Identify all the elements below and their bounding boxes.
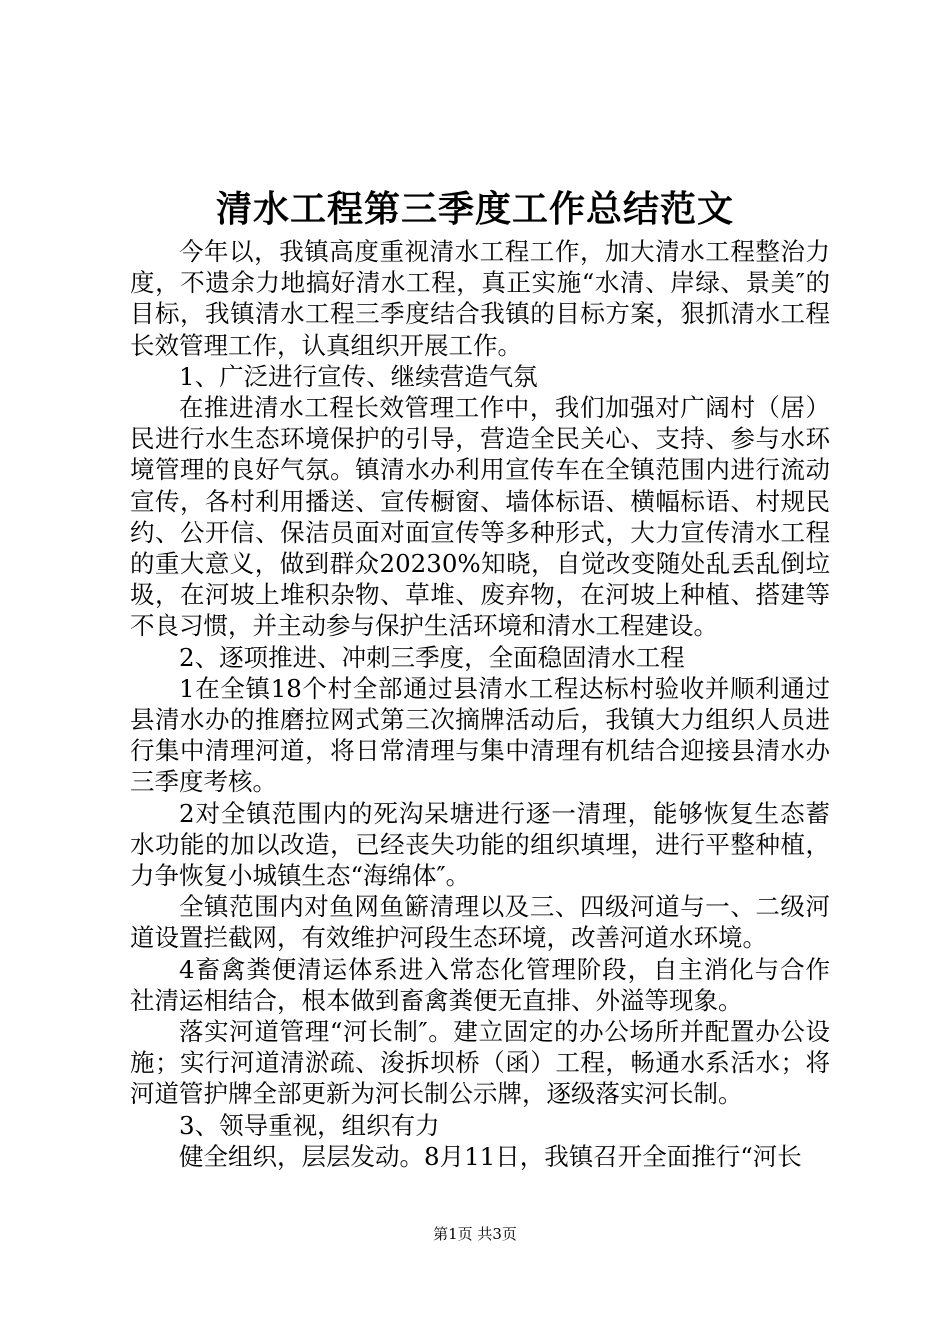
body-paragraph: 全镇范围内对鱼网鱼簖清理以及三、四级河道与一、二级河道设置拦截网，有效维护河段生态环境，改善河道水环境。: [130, 892, 830, 953]
body-paragraph: 落实河道管理“河长制″。建立固定的办公场所并配置办公设施；实行河道清淤疏、浚拆坝桥（函）工程，畅通水系活水；将河道管护牌全部更新为河长制公示牌，逐级落实河长制。: [130, 1017, 830, 1109]
page-footer: 第1页 共3页: [433, 1225, 517, 1243]
body-paragraph: 4畜禽粪便清运体系进入常态化管理阶段，自主消化与合作社清运相结合，根本做到畜禽粪便无直排、外溢等现象。: [130, 954, 830, 1015]
intro-paragraph: 今年以，我镇高度重视清水工程工作，加大清水工程整治力度，不遗余力地搞好清水工程，真正实施“水清、岸绿、景美″的目标，我镇清水工程三季度结合我镇的目标方案，狠抓清水工程长效管理工作，认真组织开展工作。: [130, 237, 830, 360]
section-heading-2: 2、逐项推进、冲刺三季度，全面稳固清水工程: [179, 642, 685, 672]
document-body: [130, 236, 830, 1172]
body-paragraph: 在推进清水工程长效管理工作中，我们加强对广阔村（居）民进行水生态环境保护的引导，营造全民关心、支持、参与水环境管理的良好气氛。镇清水办利用宣传车在全镇范围内进行流动宣传，各村利用播送、宣传橱窗、墙体标语、横幅标语、村规民约、公开信、保洁员面对面宣传等多种形式，大力宣传清水工程的重大意义，做到群众20230%知晓，自觉改变随处乱丢乱倒垃圾，在河坡上堆积杂物、草堆、废弃物，在河坡上种植、搭建等不良习惯，并主动参与保护生活环境和清水工程建设。: [130, 393, 830, 641]
body-paragraph: 1在全镇18个村全部通过县清水工程达标村验收并顺利通过县清水办的推磨拉网式第三次摘牌活动后，我镇大力组织人员进行集中清理河道，将日常清理与集中清理有机结合迎接县清水办三季度考核。: [130, 673, 830, 797]
section-heading-1: 1、广泛进行宣传、继续营造气氛: [179, 361, 538, 391]
body-paragraph: 2对全镇范围内的死沟呆塘进行逐一清理，能够恢复生态蓄水功能的加以改造，已经丧失功能的组织填埋，进行平整种植，力争恢复小城镇生态“海绵体″。: [130, 798, 830, 891]
section-heading-3: 3、领导重视，组织有力: [179, 1110, 440, 1140]
body-paragraph: 健全组织，层层发动。8月11日，我镇召开全面推行“河长: [179, 1141, 802, 1171]
document-title: 清水工程第三季度工作总结范文: [215, 188, 734, 230]
